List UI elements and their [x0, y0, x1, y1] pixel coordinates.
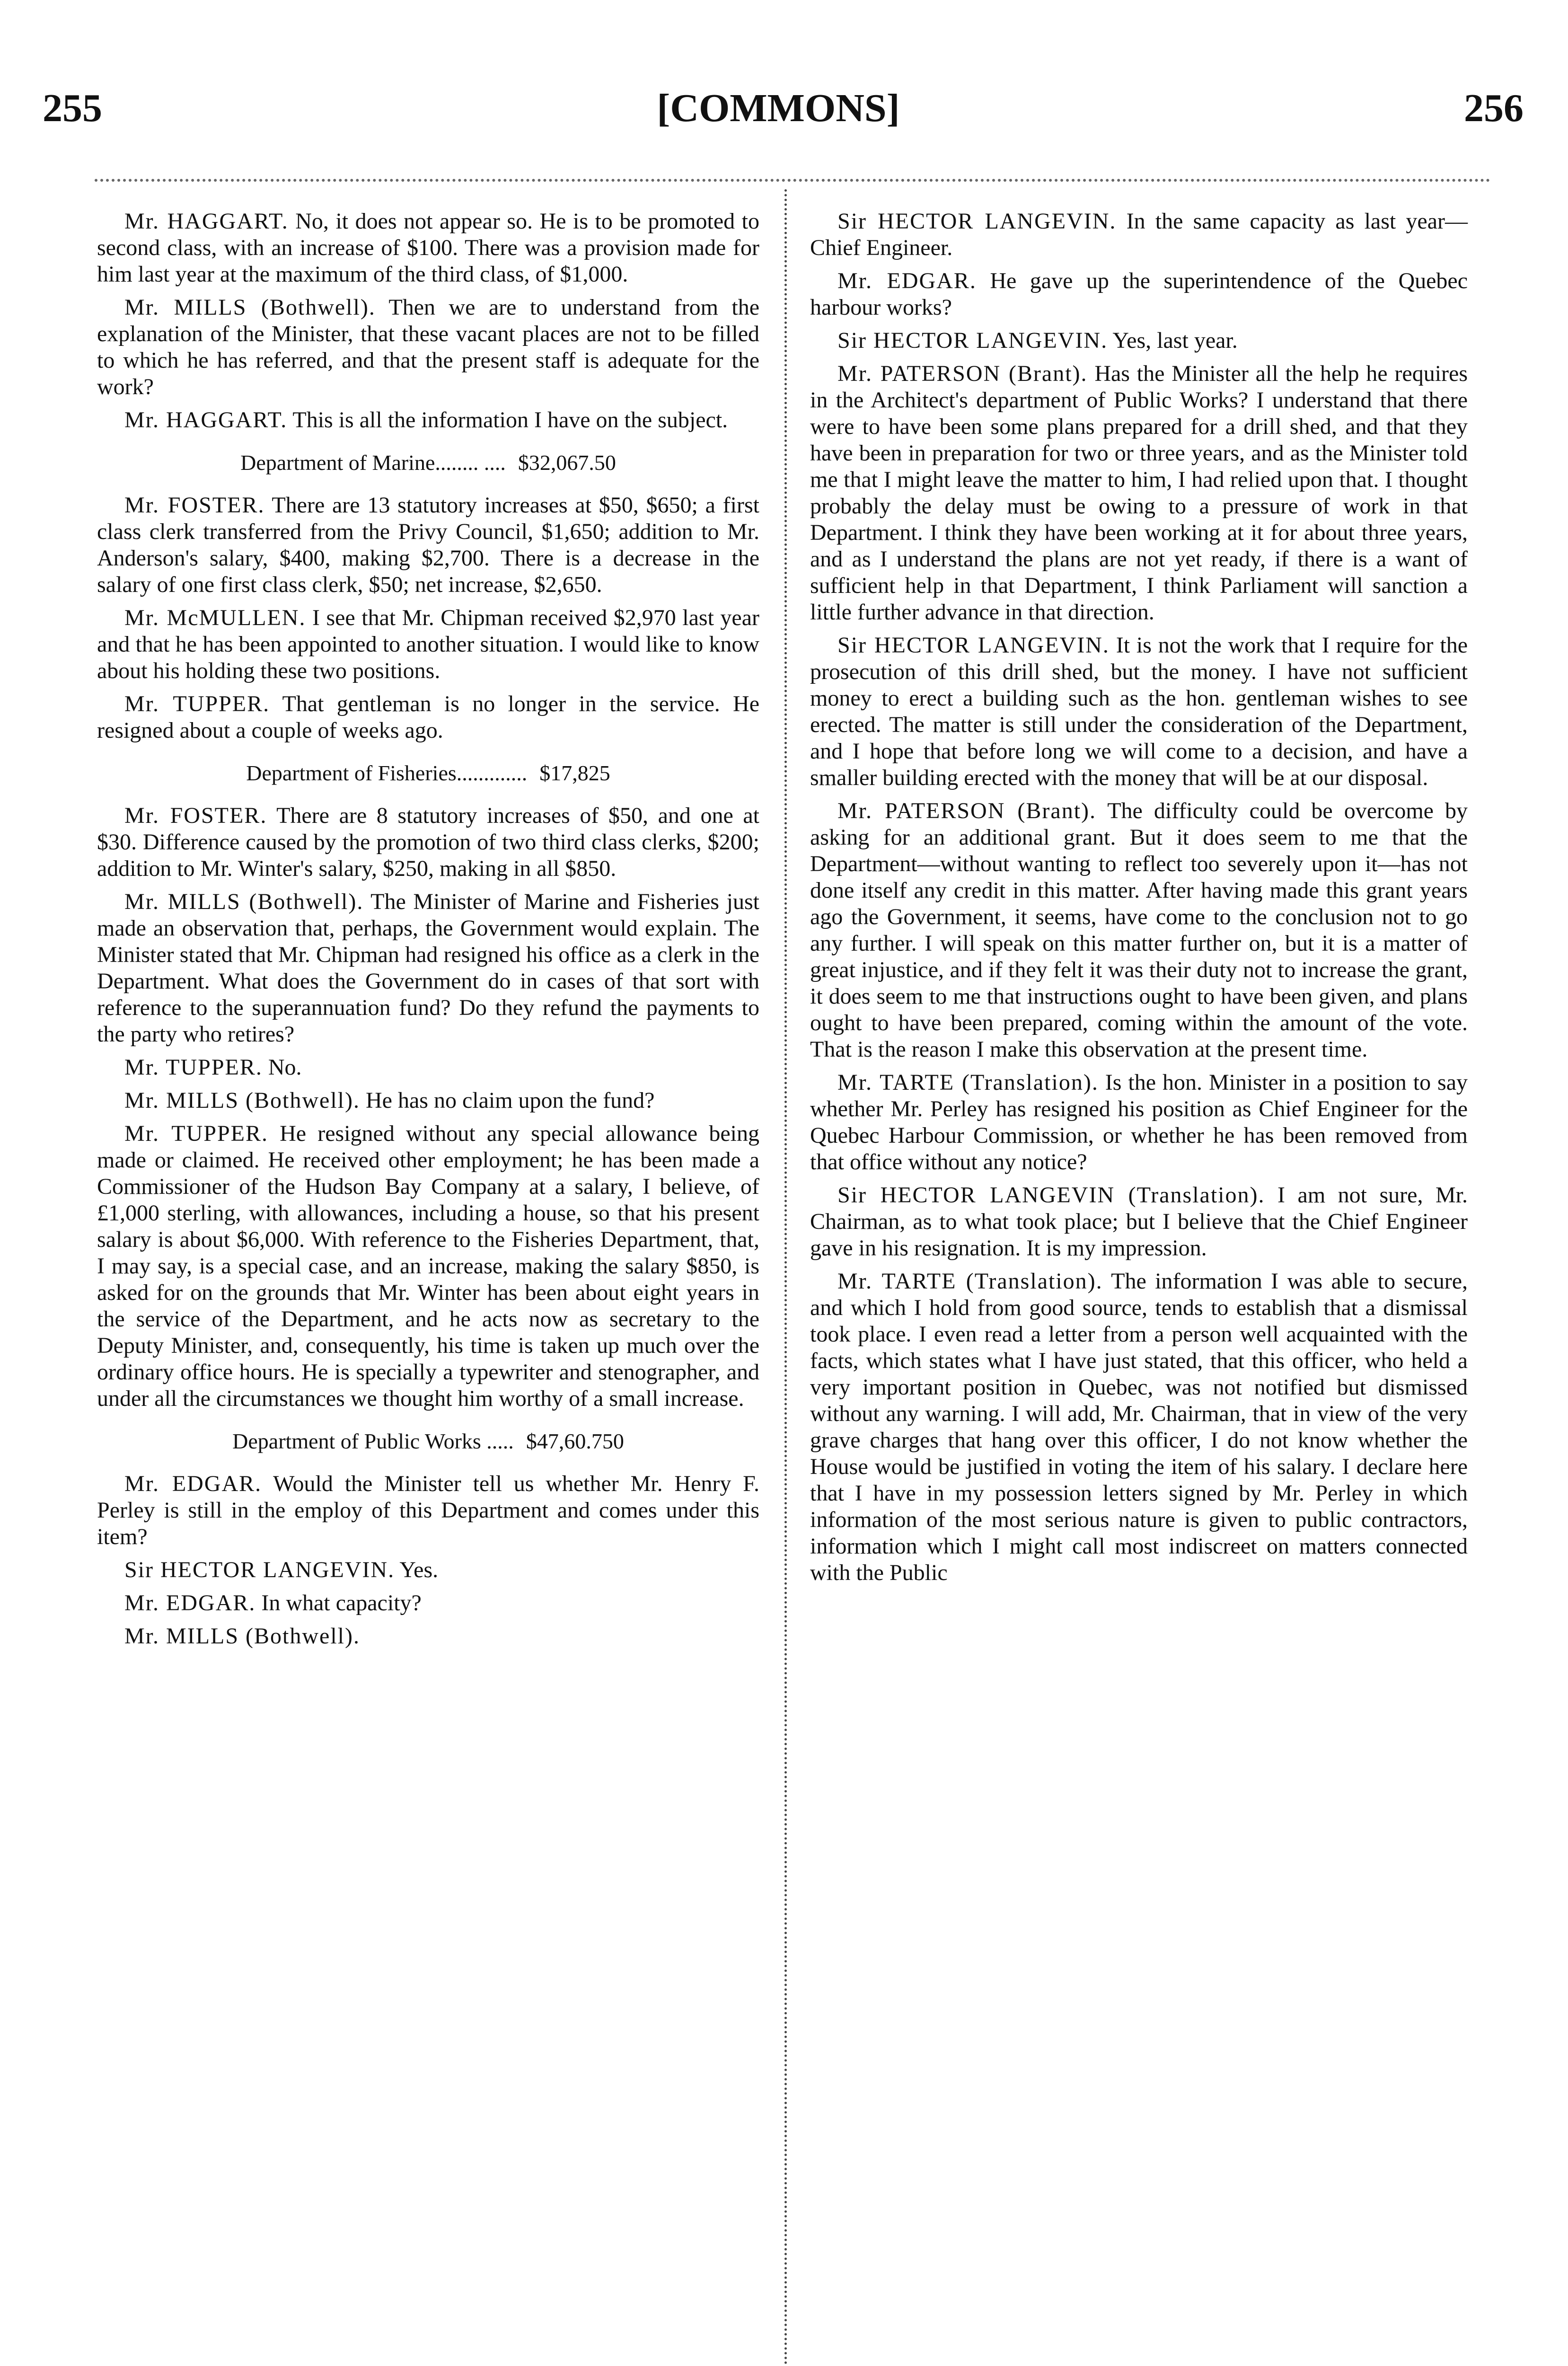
speech-paragraph — [97, 691, 759, 744]
speaker-name: Sir HECTOR LANGEVIN (Translation). — [837, 1183, 1265, 1208]
speaker-name: Mr. TUPPER. — [124, 1055, 263, 1080]
estimate-item — [97, 760, 759, 786]
speech-paragraph — [97, 208, 759, 288]
speech-text: It is not the work that I require for the prosecution of this drill shed, but the money. I have not sufficient money to erect a building such as the hon. gentleman wishes to see erected. The matter is still under the consideration of the Department, and I hope that before long we will come to a decision, and have a smaller building erected with the money that will be at our disposal. — [810, 633, 1468, 790]
speech-paragraph — [810, 798, 1468, 1063]
speech-text: Has the Minister all the help he requires in the Architect's department of Public Works? I understand that there were to have been some plans prepared for a drill shed, and that they have been in preparation for two or three years, and as the Minister told me that I might leave the matter to him, I had relied upon that. I thought probably the delay must be owing to a pressure of work in that Department. I think they have been working at it for about three years, and as I understand the plans are not yet ready, if there is a want of sufficient help in that Department, I think Parliament will sanction a little further advance in that direction. — [810, 361, 1468, 625]
speech-paragraph — [97, 1471, 759, 1550]
speech-paragraph — [810, 268, 1468, 321]
estimate-item-amount: $47,60.750 — [526, 1429, 624, 1453]
speaker-name: Sir HECTOR LANGEVIN. — [837, 633, 1110, 658]
column-divider — [784, 189, 787, 2366]
speech-text: This is all the information I have on the subject. — [292, 407, 728, 433]
speech-paragraph — [810, 1182, 1468, 1262]
speech-text: I am not sure, Mr. Chairman, as to what took place; but I believe that the Chief Engineer gave in his resignation. It is my impression. — [810, 1183, 1468, 1261]
left-column — [97, 208, 759, 1656]
speaker-name: Mr. MILLS (Bothwell). — [124, 1624, 360, 1649]
speech-text: Is the hon. Minister in a position to say whether Mr. Perley has resigned his position as Chief Engineer for the Quebec Harbour Commission, or whether he has been removed from that office without any notice? — [810, 1070, 1468, 1174]
speech-paragraph — [97, 407, 759, 433]
speaker-name: Mr. HAGGART. — [124, 209, 289, 234]
page-header — [33, 85, 1524, 147]
header-rule — [95, 179, 1490, 185]
speech-paragraph — [97, 492, 759, 598]
speech-text: No. — [268, 1055, 302, 1080]
speech-text: There are 8 statutory increases of $50, and one at $30. Difference caused by the promotion of two third class clerks, $200; addition to Mr. Winter's salary, $250, making in all $850. — [97, 803, 759, 881]
estimate-item-label: Department of Marine........ .... — [240, 450, 506, 475]
page-title: [COMMONS] — [657, 86, 900, 130]
speaker-name: Mr. MILLS (Bothwell). — [124, 1088, 360, 1113]
speech-text: I see that Mr. Chipman received $2,970 last year and that he has been appointed to another situation. I would like to know about his holding these two positions. — [97, 605, 760, 683]
right-column — [810, 208, 1468, 1593]
speech-text: The Minister of Marine and Fisheries just made an observation that, perhaps, the Government would explain. The Minister stated that Mr. Chipman had resigned his office as a clerk in the Department. What does the Government do in cases of that sort with reference to the superannuation fund? Do they refund the payments to the party who retires? — [97, 889, 760, 1047]
estimate-item — [97, 1428, 759, 1455]
speech-text: He gave up the superintendence of the Quebec harbour works? — [810, 268, 1468, 320]
speech-paragraph — [97, 294, 759, 400]
speech-paragraph — [97, 803, 759, 882]
speech-paragraph — [97, 1590, 759, 1616]
speech-paragraph — [97, 1557, 759, 1583]
page-number-right: 256 — [1464, 86, 1524, 130]
estimate-item-label: Department of Fisheries............. — [246, 761, 528, 785]
speech-text: He resigned without any special allowance being made or claimed. He received other employment; he has been made a Commissioner of the Hudson Bay Company at a salary, I believe, of £1,000 sterling, with allowances, including a house, so that his present salary is about $6,000. With reference to the Fisheries Department, that, I may say, is a special case, and an increase, making the salary $850, is asked for on the grounds that Mr. Winter has been about eight years in the service of the Department, and he acts now as secretary to the Deputy Minister, and, consequently, his time is taken up much over the ordinary office hours. He is specially a typewriter and stenographer, and under all the circumstances we thought him worthy of a small increase. — [97, 1121, 759, 1411]
speaker-name: Mr. FOSTER. — [124, 803, 267, 828]
speech-paragraph — [97, 889, 759, 1048]
speech-text: The information I was able to secure, and which I hold from good source, tends to establish that a dismissal took place. I even read a letter from a person well acquainted with the facts, which states what I have just stated, that this officer, who held a very important position in Quebec, was not notified but dismissed without any warning. I will add, Mr. Chairman, that in view of the very grave charges that hang over this officer, I do not know whether the House would be justified in voting the item of his salary. I declare here that I have in my possession letters signed by Mr. Perley in which information of the most serious nature is given to public contractors, information which I might call most indiscreet on matters connected with the Public — [810, 1269, 1468, 1585]
speaker-name: Mr. TUPPER. — [124, 1121, 268, 1146]
speech-text: There are 13 statutory increases at $50, $650; a first class clerk transferred from the Privy Council, $1,650; addition to Mr. Anderson's salary, $400, making $2,700. There is a decrease in the salary of one first class clerk, $50; net increase, $2,650. — [97, 493, 759, 597]
speech-paragraph — [810, 327, 1468, 354]
speaker-name: Mr. EDGAR. — [124, 1590, 256, 1616]
speaker-name: Mr. FOSTER. — [124, 493, 265, 518]
estimate-item-amount: $17,825 — [539, 761, 610, 785]
speaker-name: Sir HECTOR LANGEVIN. — [124, 1557, 395, 1582]
page-number-left: 255 — [43, 86, 102, 130]
speech-text: No, it does not appear so. He is to be promoted to second class, with an increase of $100. There was a provision made for him last year at the maximum of the third class, of $1,000. — [97, 209, 760, 287]
speaker-name: Mr. TARTE (Translation). — [837, 1070, 1099, 1095]
speech-text: Then we are to understand from the explanation of the Minister, that these vacant places are not to be filled to which he has referred, and that the present staff is adequate for the work? — [97, 295, 759, 399]
estimate-item-label: Department of Public Works ..... — [232, 1429, 514, 1453]
speaker-name: Mr. MILLS (Bothwell). — [124, 295, 376, 320]
speech-paragraph — [97, 1054, 759, 1081]
speech-text: Yes, last year. — [1112, 328, 1238, 353]
speaker-name: Mr. HAGGART. — [124, 407, 288, 433]
speaker-name: Sir HECTOR LANGEVIN. — [837, 328, 1108, 353]
speech-paragraph — [810, 1069, 1468, 1175]
speech-paragraph — [97, 1087, 759, 1114]
estimate-item-amount: $32,067.50 — [518, 450, 616, 475]
speech-text: Yes. — [399, 1557, 439, 1582]
speech-paragraph — [810, 1268, 1468, 1586]
speech-text: He has no claim upon the fund? — [365, 1088, 655, 1113]
speech-paragraph — [810, 632, 1468, 791]
speech-paragraph — [810, 208, 1468, 261]
speech-paragraph — [97, 1121, 759, 1412]
speaker-name: Mr. EDGAR. — [124, 1471, 262, 1496]
speaker-name: Mr. PATERSON (Brant). — [837, 798, 1097, 823]
speaker-name: Mr. MILLS (Bothwell). — [124, 889, 364, 914]
speaker-name: Mr. EDGAR. — [837, 268, 977, 293]
speaker-name: Mr. PATERSON (Brant). — [837, 361, 1088, 386]
speech-paragraph — [97, 1623, 759, 1650]
speech-text: That gentleman is no longer in the service. He resigned about a couple of weeks ago. — [97, 691, 760, 743]
estimate-item — [97, 450, 759, 476]
speech-paragraph — [810, 361, 1468, 626]
speaker-name: Sir HECTOR LANGEVIN. — [837, 209, 1117, 234]
speech-paragraph — [97, 605, 759, 684]
speech-text: The difficulty could be overcome by asking for an additional grant. But it does seem to me that the Department—without wanting to reflect too severely upon it—has not done itself any credit in this matter. After having made this grant years ago the Government, it seems, have come to the conclusion not to go any further. I will speak on this matter further on, but it is a matter of great injustice, and if they felt it was their duty not to increase the grant, it does seem to me that instructions ought to have been given, and plans ought to have been prepared, coming within the amount of the vote. That is the reason I make this observation at the present time. — [810, 798, 1468, 1062]
speaker-name: Mr. TARTE (Translation). — [837, 1269, 1103, 1294]
speaker-name: Mr. TUPPER. — [124, 691, 270, 716]
speech-text: In what capacity? — [261, 1590, 422, 1616]
speech-text: In the same capacity as last year—Chief Engineer. — [810, 209, 1468, 260]
speaker-name: Mr. McMULLEN. — [124, 605, 306, 630]
speech-text: Would the Minister tell us whether Mr. Henry F. Perley is still in the employ of this Department and comes under this item? — [97, 1471, 760, 1549]
